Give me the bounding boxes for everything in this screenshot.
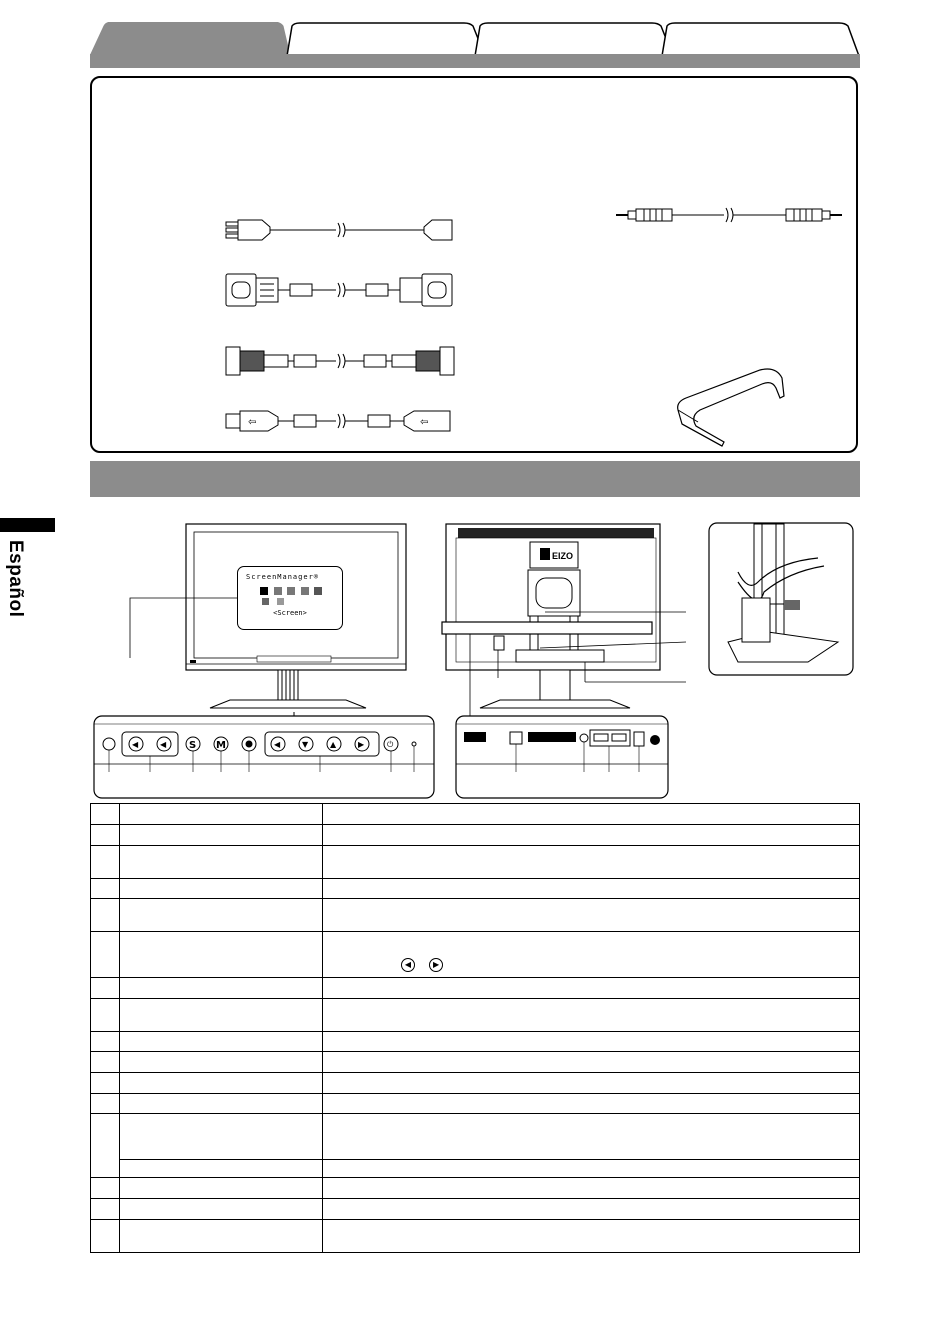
osd-menu-label: <Screen> [273,609,307,617]
table-row [91,1220,860,1253]
back-monitor-figure [440,518,690,718]
cable-holder-icon [672,366,792,450]
svg-text:S: S [189,740,197,751]
language-tab-marker [0,518,55,532]
table-row [91,1199,860,1220]
d-sub-cable-icon [224,345,456,377]
left-arrow-icon: ◀ [401,958,415,972]
svg-text:◀: ◀ [160,740,167,749]
tab-3[interactable] [474,22,674,56]
power-cord-icon [224,218,456,242]
table-row [91,899,860,932]
parts-table [90,803,860,1253]
section-band [90,461,860,497]
svg-text:▲: ▲ [330,740,337,749]
tab-1[interactable] [90,22,290,56]
tab-4[interactable] [661,22,861,56]
svg-text:◀: ◀ [274,740,281,749]
table-row [91,1094,860,1114]
front-button-panel [92,712,438,800]
table-row [91,846,860,879]
osd-title: ScreenManager® [246,573,320,581]
svg-text:M: M [216,740,226,751]
table-row [91,879,860,899]
table-row [91,932,860,978]
usb-cable-icon [224,408,456,434]
table-row [91,1114,860,1160]
table-row [91,978,860,999]
audio-cable-icon [614,206,844,224]
tab-bar [90,54,860,68]
table-row [91,825,860,846]
table-row [91,1073,860,1094]
dvi-cable-icon [224,270,456,310]
table-row [91,804,860,825]
table-row [91,999,860,1032]
table-row [91,1178,860,1199]
table-row [91,1032,860,1052]
right-arrow-icon: ▶ [429,958,443,972]
cable-management-inset [708,522,854,676]
svg-text:◀: ◀ [132,740,139,749]
svg-text:⏻: ⏻ [387,740,394,749]
back-port-panel [454,712,670,800]
tab-2[interactable] [286,22,486,56]
osd-icon-row-2 [262,598,284,606]
table-row [91,1160,860,1178]
language-text: Español [5,540,26,618]
svg-text:⇦: ⇦ [420,417,429,428]
svg-text:▶: ▶ [358,740,365,749]
svg-text:▼: ▼ [302,740,309,749]
svg-text:⇦: ⇦ [248,417,257,428]
table-row [91,1052,860,1073]
svg-text:EIZO: EIZO [552,551,574,561]
osd-menu [237,566,343,630]
language-label [4,540,34,660]
osd-icon-row [260,587,322,597]
